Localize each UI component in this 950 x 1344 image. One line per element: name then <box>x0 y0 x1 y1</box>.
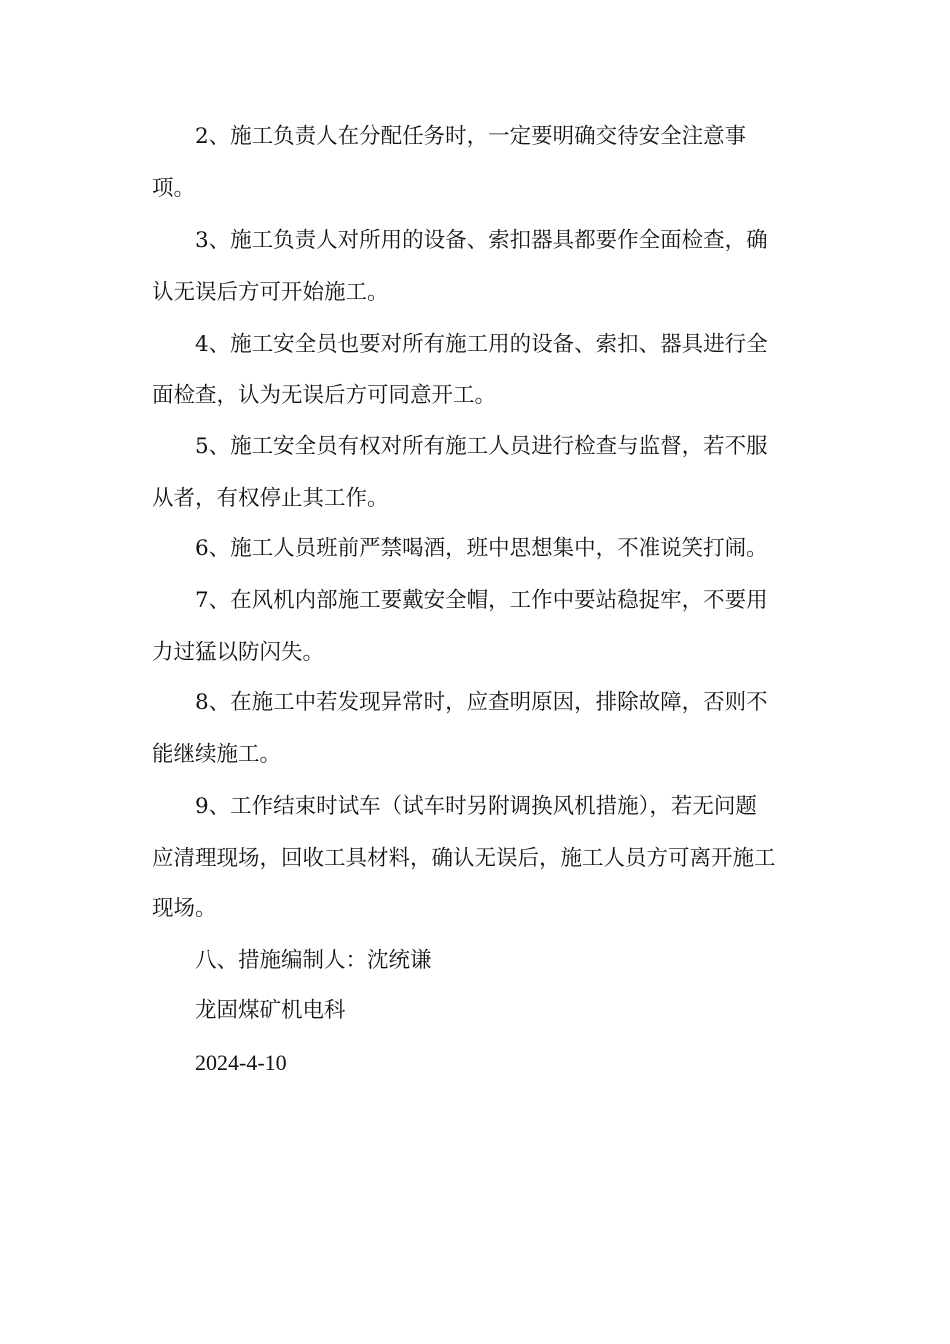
section-eight-heading: 八、措施编制人：沈统谦 <box>195 948 432 973</box>
document-date: 2024-4-10 <box>195 1050 287 1075</box>
item-2-line-2: 项。 <box>152 176 196 201</box>
item-4-line-2: 面检查，认为无误后方可同意开工。 <box>152 383 497 408</box>
item-8-line-2: 能继续施工。 <box>152 742 282 767</box>
item-4-line-1: 4、施工安全员也要对所有施工用的设备、索扣、器具进行全 <box>195 332 768 357</box>
item-6-line-1: 6、施工人员班前严禁喝酒，班中思想集中，不准说笑打闹。 <box>195 536 768 561</box>
item-3-line-2: 认无误后方可开始施工。 <box>152 280 389 305</box>
item-8-line-1: 8、在施工中若发现异常时，应查明原因，排除故障，否则不 <box>195 690 768 715</box>
item-2-line-1: 2、施工负责人在分配任务时，一定要明确交待安全注意事 <box>195 124 747 149</box>
item-5-line-2: 从者，有权停止其工作。 <box>152 486 389 511</box>
item-9-line-3: 现场。 <box>152 896 217 921</box>
item-7-line-2: 力过猛以防闪失。 <box>152 640 325 665</box>
item-7-line-1: 7、在风机内部施工要戴安全帽，工作中要站稳捉牢，不要用 <box>195 588 768 613</box>
item-5-line-1: 5、施工安全员有权对所有施工人员进行检查与监督，若不服 <box>195 434 768 459</box>
item-9-line-2: 应清理现场，回收工具材料，确认无误后，施工人员方可离开施工 <box>152 846 776 871</box>
item-9-line-1: 9、工作结束时试车（试车时另附调换风机措施），若无问题 <box>195 794 757 819</box>
department-name: 龙固煤矿机电科 <box>195 998 346 1023</box>
item-3-line-1: 3、施工负责人对所用的设备、索扣器具都要作全面检查，确 <box>195 228 768 253</box>
